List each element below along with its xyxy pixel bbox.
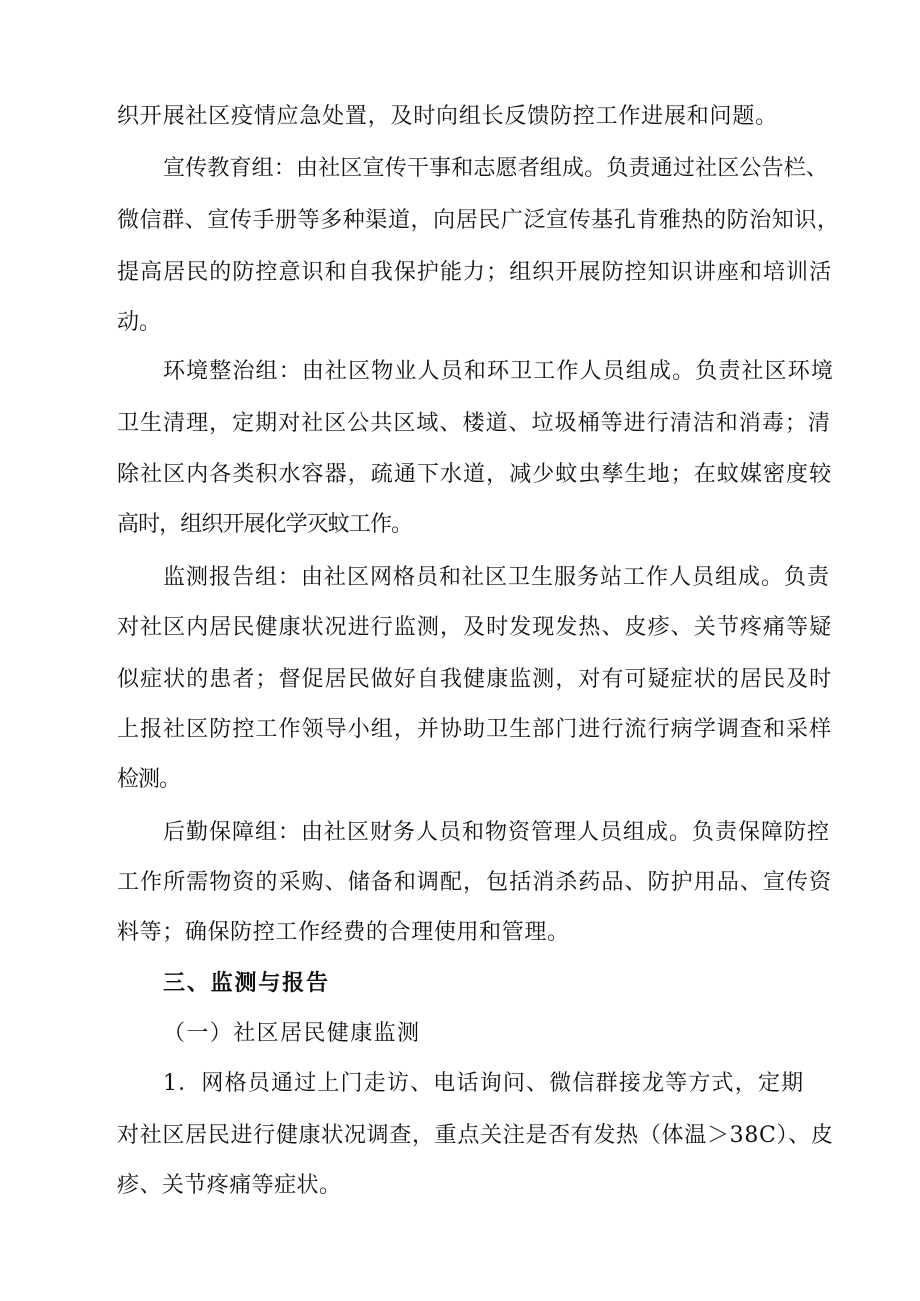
text-line: 高时，组织开展化学灭蚊工作。 [117,512,413,537]
text-line: 工作所需物资的采购、储备和调配，包括消杀药品、防护用品、宣传资 [117,870,833,895]
text-line: 1．网格员通过上门走访、电话询问、微信群接龙等方式，定期 [163,1071,805,1096]
text-line: 上报社区防控工作领导小组，并协助卫生部门进行流行病学调查和采样 [117,717,833,742]
text-line: 提高居民的防控意识和自我保护能力；组织开展防控知识讲座和培训活 [117,260,833,285]
text-line: 监测报告组：由社区网格员和社区卫生服务站工作人员组成。负责 [163,565,831,590]
text-line: 卫生清理，定期对社区公共区域、楼道、垃圾桶等进行清洁和消毒；清 [117,411,831,436]
text-line: 似症状的患者；督促居民做好自我健康监测，对有可疑症状的居民及时 [117,667,833,692]
text-line: 对社区内居民健康状况进行监测，及时发现发热、皮疹、关节疼痛等疑 [117,615,833,640]
text-line: 环境整治组：由社区物业人员和环卫工作人员组成。负责社区环境 [163,359,835,384]
subsection-heading: （一）社区居民健康监测 [163,1021,421,1046]
text-line: 对社区居民进行健康状况调查，重点关注是否有发热（体温＞38C）、皮 [117,1123,834,1148]
text-line: 宣传教育组：由社区宣传干事和志愿者组成。负责通过社区公告栏、 [163,156,829,181]
text-line: 后勤保障组：由社区财务人员和物资管理人员组成。负责保障防控 [163,820,831,845]
text-line: 织开展社区疫情应急处置，及时向组长反馈防控工作进展和问题。 [117,104,778,129]
text-line: 除社区内各类积水容器，疏通下水道，减少蚊虫孳生地；在蚊媒密度较 [117,462,833,487]
text-line: 疹、关节疼痛等症状。 [117,1173,342,1198]
text-line: 检测。 [117,767,181,792]
text-line: 动。 [117,310,162,335]
text-line: 料等；确保防控工作经费的合理使用和管理。 [117,920,570,945]
section-heading: 三、监测与报告 [163,971,330,996]
text-line: 微信群、宣传手册等多种渠道，向居民广泛宣传基孔肯雅热的防治知识， [117,208,840,233]
